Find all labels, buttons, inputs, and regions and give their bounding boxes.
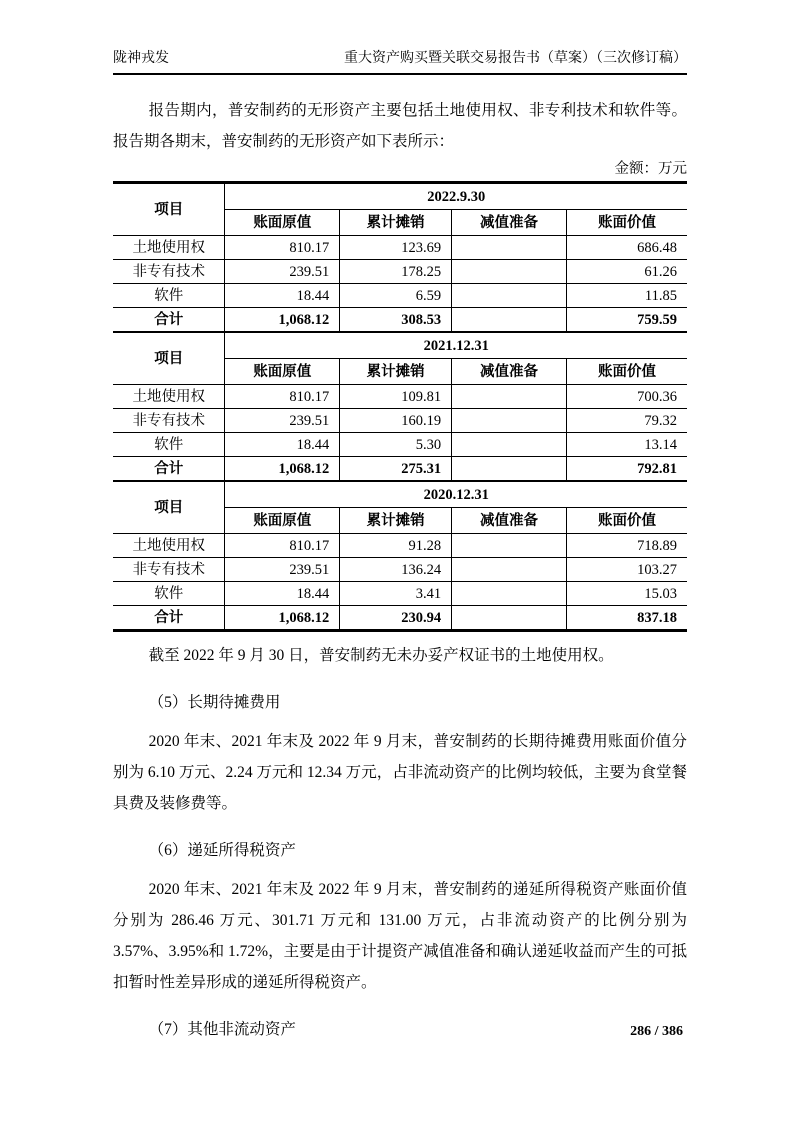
value-cell: 308.53 [340, 308, 452, 333]
item-column-header: 项目 [113, 183, 225, 236]
value-cell [452, 606, 567, 631]
page-number: 286 / 386 [630, 1024, 683, 1039]
value-cell [452, 558, 567, 582]
column-header: 累计摊销 [340, 210, 452, 236]
value-cell: 275.31 [340, 457, 452, 482]
column-header: 账面价值 [566, 210, 687, 236]
table-row [113, 606, 687, 631]
value-cell [452, 582, 567, 606]
item-cell: 非专有技术 [113, 558, 225, 582]
value-cell: 239.51 [225, 409, 340, 433]
value-cell: 792.81 [566, 457, 687, 482]
value-cell: 18.44 [225, 582, 340, 606]
item-cell: 非专有技术 [113, 409, 225, 433]
intangible-assets-table-body [113, 183, 687, 631]
value-cell [452, 284, 567, 308]
table-block-header-row [113, 481, 687, 508]
value-cell: 759.59 [566, 308, 687, 333]
value-cell: 1,068.12 [225, 606, 340, 631]
table-row [113, 582, 687, 606]
value-cell: 18.44 [225, 284, 340, 308]
column-header: 账面原值 [225, 210, 340, 236]
paragraph-long-term-expenses: 2020 年末、2021 年末及 2022 年 9 月末，普安制药的长期待摊费用账面价值分别为 6.10 万元、2.24 万元和 12.34 万元，占非流动资产的比例均较低，主要为食堂餐具费及装修费等。 [113, 733, 687, 812]
page-content [113, 0, 687, 1045]
column-header: 减值准备 [452, 508, 567, 534]
item-cell: 土地使用权 [113, 385, 225, 409]
value-cell: 1,068.12 [225, 457, 340, 482]
value-cell [452, 457, 567, 482]
item-column-header: 项目 [113, 481, 225, 534]
column-header: 减值准备 [452, 359, 567, 385]
value-cell: 123.69 [340, 236, 452, 260]
item-cell: 软件 [113, 433, 225, 457]
value-cell [452, 385, 567, 409]
column-header: 账面原值 [225, 359, 340, 385]
section-heading-6: （6）递延所得税资产 [148, 842, 296, 859]
table-block-header-row [113, 332, 687, 359]
table-row [113, 308, 687, 333]
intangible-assets-table [113, 181, 687, 632]
table-row [113, 409, 687, 433]
period-date-header: 2022.9.30 [225, 183, 687, 210]
column-header: 累计摊销 [340, 508, 452, 534]
value-cell: 91.28 [340, 534, 452, 558]
section-heading-5: （5）长期待摊费用 [148, 694, 281, 711]
item-cell: 软件 [113, 582, 225, 606]
page-header [113, 0, 687, 75]
table-row [113, 457, 687, 482]
value-cell: 239.51 [225, 558, 340, 582]
value-cell: 230.94 [340, 606, 452, 631]
table-row [113, 433, 687, 457]
column-header: 减值准备 [452, 210, 567, 236]
paragraph-deferred-tax-assets: 2020 年末、2021 年末及 2022 年 9 月末，普安制药的递延所得税资产账面价值分别为 286.46 万元、301.71 万元和 131.00 万元，占非流动资产的比例分别为 3.57%、3.95%和 1.72%，主要是由于计提资产减值准备和确认递延收益而产生的可抵扣暂时性差异形成的递延所得税资产。 [113, 881, 687, 991]
value-cell: 136.24 [340, 558, 452, 582]
item-cell: 合计 [113, 308, 225, 333]
value-cell: 718.89 [566, 534, 687, 558]
value-cell: 79.32 [566, 409, 687, 433]
item-cell: 合计 [113, 606, 225, 631]
value-cell: 3.41 [340, 582, 452, 606]
value-cell: 700.36 [566, 385, 687, 409]
column-header: 账面价值 [566, 359, 687, 385]
table-block-header-row [113, 183, 687, 210]
item-cell: 土地使用权 [113, 534, 225, 558]
column-header: 账面价值 [566, 508, 687, 534]
table-row [113, 284, 687, 308]
value-cell: 810.17 [225, 236, 340, 260]
value-cell: 837.18 [566, 606, 687, 631]
item-cell: 土地使用权 [113, 236, 225, 260]
value-cell: 239.51 [225, 260, 340, 284]
value-cell: 15.03 [566, 582, 687, 606]
header-left-title: 陇神戎发 [113, 51, 169, 66]
value-cell: 11.85 [566, 284, 687, 308]
value-cell: 1,068.12 [225, 308, 340, 333]
table-row [113, 260, 687, 284]
table-row [113, 558, 687, 582]
period-date-header: 2020.12.31 [225, 481, 687, 508]
value-cell: 6.59 [340, 284, 452, 308]
item-cell: 软件 [113, 284, 225, 308]
value-cell [452, 308, 567, 333]
value-cell: 810.17 [225, 534, 340, 558]
value-cell: 18.44 [225, 433, 340, 457]
value-cell: 178.25 [340, 260, 452, 284]
column-header: 账面原值 [225, 508, 340, 534]
item-cell: 合计 [113, 457, 225, 482]
page-footer [630, 1024, 683, 1040]
value-cell: 686.48 [566, 236, 687, 260]
header-right-title: 重大资产购买暨关联交易报告书（草案）（三次修订稿） [344, 51, 687, 66]
period-date-header: 2021.12.31 [225, 332, 687, 359]
value-cell [452, 236, 567, 260]
value-cell [452, 260, 567, 284]
section-heading-7: （7）其他非流动资产 [148, 1021, 296, 1038]
item-column-header: 项目 [113, 332, 225, 385]
value-cell [452, 433, 567, 457]
value-cell [452, 534, 567, 558]
value-cell: 61.26 [566, 260, 687, 284]
table-row [113, 385, 687, 409]
table-row [113, 534, 687, 558]
value-cell: 160.19 [340, 409, 452, 433]
column-header: 累计摊销 [340, 359, 452, 385]
table-row [113, 236, 687, 260]
value-cell: 5.30 [340, 433, 452, 457]
value-cell: 103.27 [566, 558, 687, 582]
item-cell: 非专有技术 [113, 260, 225, 284]
value-cell [452, 409, 567, 433]
value-cell: 109.81 [340, 385, 452, 409]
value-cell: 810.17 [225, 385, 340, 409]
land-note-paragraph: 截至 2022 年 9 月 30 日，普安制药无未办妥产权证书的土地使用权。 [148, 647, 614, 664]
unit-label: 金额：万元 [614, 161, 687, 177]
value-cell: 13.14 [566, 433, 687, 457]
intro-paragraph: 报告期内，普安制药的无形资产主要包括土地使用权、非专利技术和软件等。报告期各期末，普安制药的无形资产如下表所示： [113, 102, 687, 150]
